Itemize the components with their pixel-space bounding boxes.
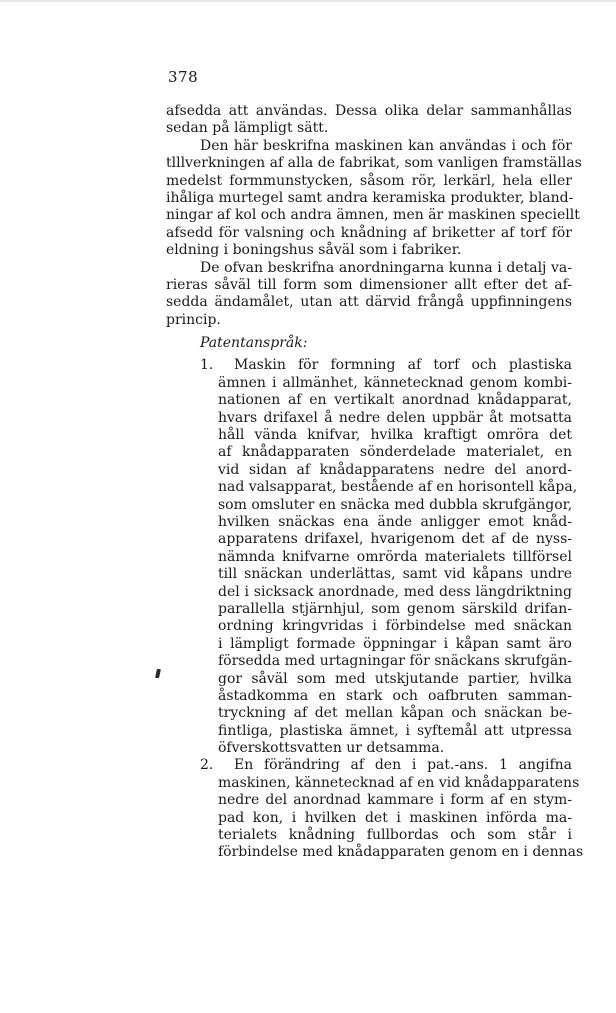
- claim-line: ämnen i allmänhet, kännetecknad genom kombi-: [218, 374, 572, 391]
- claim-line: parallella stjärnhjul, som genom särskild drifan-: [218, 600, 572, 617]
- claim-line: nämnda knifvarne omrörda materialets tillförsel: [218, 548, 572, 565]
- claim-line: fintliga, plastiska ämnet, i syftemål att utpressa: [218, 722, 572, 739]
- claim-line: gor såväl som med utskjutande partier, hvilka: [218, 670, 572, 687]
- text-line: afsedd för valsning och knådning af briketter af torf för: [166, 224, 572, 241]
- scan-top-edge: [0, 0, 616, 2]
- text-line: eldning i boningshus såväl som i fabriker.: [166, 242, 462, 259]
- claim-line: maskinen, kännetecknad af en vid knådapparatens: [218, 774, 580, 791]
- claim-line: vid sidan af knådapparatens nedre del anord-: [218, 461, 572, 478]
- claim-line: ordning kringvridas i förbindelse med snäckan: [218, 618, 572, 635]
- claim-line: nedre del anordnad kammare i form af en stym-: [218, 792, 572, 809]
- claim-line: till snäckan underlättas, samt vid kåpans undre: [218, 566, 572, 583]
- text-line: medelst formmunstycken, såsom rör, lerkärl, hela eller: [166, 172, 572, 189]
- page-number: 378: [168, 68, 199, 86]
- margin-ink-mark: [155, 669, 161, 678]
- claim-1: [200, 357, 578, 757]
- section-heading: Patentanspråk:: [200, 335, 308, 352]
- claim-line: nad valsapparat, bestående af en horisontell kåpa,: [218, 479, 578, 496]
- claim-line: 2. En förändring af den i pat.-ans. 1 angifna: [200, 757, 572, 774]
- text-line: princip.: [166, 311, 221, 328]
- claim-line: i lämpligt formade öppningar i kåpan samt äro: [218, 635, 572, 652]
- claim-line: terialets knådning fullbordas och som står i: [218, 827, 572, 844]
- text-line: sedda ändamålet, utan att därvid frångå uppfinningens: [166, 294, 572, 311]
- claim-number: 1.: [200, 357, 214, 374]
- text-line: rieras såväl till form som dimensioner allt efter det af-: [166, 276, 572, 293]
- text-line: sedan på lämpligt sätt.: [166, 120, 329, 137]
- text-line: Den här beskrifna maskinen kan användas i och för: [200, 137, 572, 154]
- claim-line: 1. Maskin för formning af torf och plastiska: [200, 357, 572, 374]
- claim-line: tryckning af det mellan kåpan och snäckan be-: [218, 705, 572, 722]
- claim-line: som omsluter en snäcka med dubbla skrufgängor,: [218, 496, 573, 513]
- claim-2: [200, 757, 584, 861]
- claim-line: håll vända knifvar, hvilka kraftigt omröra det: [218, 427, 572, 444]
- claim-line: apparatens drifaxel, hvarigenom det af de nyss-: [218, 531, 572, 548]
- text-line: ihåliga murtegel samt andra keramiska produkter, bland-: [166, 189, 574, 206]
- claim-line: hvars drifaxel å nedre delen uppbär åt motsatta: [218, 409, 572, 426]
- text-line: afsedda att användas. Dessa olika delar sammanhållas: [166, 103, 572, 119]
- text-line: De ofvan beskrifna anordningarna kunna i detalj va-: [200, 259, 572, 276]
- claim-line: öfverskottsvatten ur detsamma.: [218, 740, 445, 757]
- claim-line: försedda med urtagningar för snäckans skrufgän-: [218, 653, 572, 670]
- claim-line: förbindelse med knådapparaten genom en i dennas: [218, 844, 584, 861]
- body-text: [166, 103, 584, 862]
- claim-number: 2.: [200, 757, 214, 774]
- claim-line: nationen af en vertikalt anordnad knådapparat,: [218, 392, 572, 409]
- text-line: ningar af kol och andra ämnen, men är maskinen speciellt: [166, 207, 580, 224]
- claim-line: af knådapparaten sönderdelade materialet, en: [218, 444, 572, 461]
- text-line: tlllverkningen af alla de fabrikat, som vanligen framställas: [166, 155, 582, 172]
- claim-line: hvilken snäckas ena ände anligger emot knåd-: [218, 513, 572, 530]
- claim-line: åstadkomma en stark och oafbruten samman-: [218, 687, 572, 704]
- claim-line: pad kon, i hvilken det i maskinen införda ma-: [218, 809, 572, 826]
- claim-line: del i sicksack anordnade, med dess längdriktning: [218, 583, 572, 600]
